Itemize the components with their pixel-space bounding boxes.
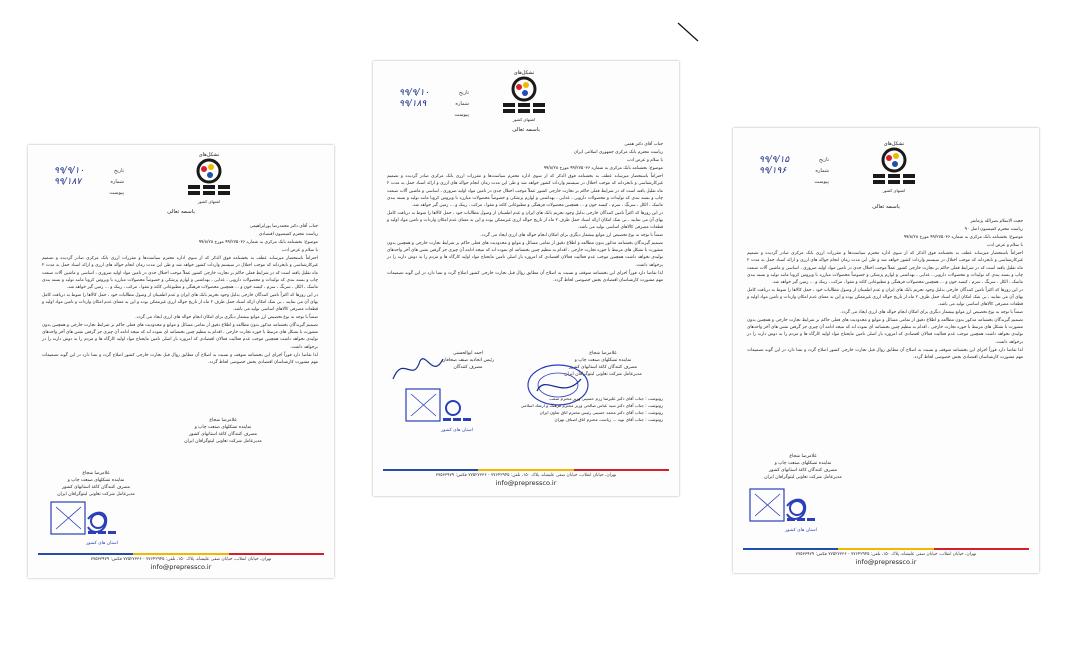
svg-text:تشکل‌های: تشکل‌های (883, 141, 905, 147)
svg-text:تشکل‌های: تشکل‌های (513, 70, 535, 76)
svg-text:اشتهای کشور: اشتهای کشور (197, 199, 221, 204)
signature-block: غلامرضا شجاع نماینده تشکلهای صنعت چاپ و مصرف کنندگان کاغذ استانهای کشور مدیرعامل شرکت تعاونی لیتوگرافان ایران (764, 454, 842, 480)
svg-text:استان های کشور: استان های کشور (785, 528, 817, 533)
letter-footer: تهران، خیابان انقلاب، خیابان صفی علیشاه، پلاک ۱۵۰، تلفن: ۷۷۶۴۲۹۴۵ - ۷۷۵۲۷۳۳۶ فکس: ۷۷۵۳۳۹۷۹ info@prepressco.ir (40, 557, 322, 571)
stamp-icon (48, 499, 130, 549)
svg-text:اشتهای کشور: اشتهای کشور (882, 188, 906, 193)
letter-page-right (733, 128, 1039, 573)
org-logo-icon (178, 149, 240, 207)
signature-block-2: احمد ابوالحسنی رئیس اتحادیه صنف صحافان مصرف کنندگان (441, 351, 495, 370)
letter-footer: تهران، خیابان انقلاب، خیابان صفی علیشاه، پلاک ۱۵۰، تلفن: ۷۷۶۴۲۹۴۵ - ۷۷۵۲۷۳۳۶ فکس: ۷۷۵۳۳۹۷۹ info@prepressco.ir (385, 473, 667, 487)
pen-mark-icon (676, 19, 700, 43)
org-logo (493, 67, 555, 125)
footer-color-bar (38, 553, 324, 555)
org-stamp (747, 486, 829, 536)
footer-email: info@prepressco.ir (495, 479, 557, 487)
org-logo (178, 149, 240, 207)
footer-email: info@prepressco.ir (150, 563, 212, 571)
cc-list: رونوشت : جناب آقای دکتر علیرضا رزم حسینی وزیر محترم صمت رونوشت : جناب آقای دکتر سید عباس صالحی وزیر محترم فرهنگ و ارشاد اسلامی رونوشت : جناب آقای دکتر محمد حسینی رئیس محترم اتاق تعاون ایران رونوشت : جناب آقای نوید ... ریاست محترم اتاق اصناف تهران (520, 396, 663, 422)
letter-body: جناب آقای دکتر محمدرضا پورابراهیمی ریاست محترم کمیسیون اقتصادی موضوع: بخشنامه بانک مرکزی به شماره ۹۹/۲۷۵۰۳۶ مورخ ۹۹/۸/۲۸ با سلام و عرض ادب احتراماً باستحضار میرساند عطف به بخشنامه فوق الذکر که از سوی اداره محترم سیاست‌ها و مقررات ارزی بانک مرکزی صادر گردیده و تصمیم غیرکارشناسی و نابخردانه که موجب اختلال در سیستم واردات کشور خواهد شد و طی این مدت زمان انجام حواله های ارزی و ارائه اسناد حمل به مدت ۲ ماه تقلیل یافته است که در شرایط فعلی حاکم بر تجارت خارجی کشور عملاً موجب اختلال جدی در تامین مواد اولیه ضروری ، اساسی و ماشین آلات صنعت چاپ و بسته بندی که تولیدات و محصولات دارویی ، غذایی ، بهداشتی و لوازم پزشکی و خصوصاً محصولات مبارزه با ویروس کرونا مانند تولید و بسته بندی ماسک ، الکل ، سرنگ ، سرم ، کیسه خون و ... همچنین محصولات فرهنگی و مطبوعاتی کاغذ و مقوا ، مرکب ، زینک و ... زمین گیر خواهد شد. در این روزها که اکثراً تامین کنندگان خارجی بدلیل وجود تحریم بانک های ایران و عدم اطمینان از وصول مطالبات خود ، حمل کالاها را منوط به دریافت کامل بهای آن می نمایند ، بی شک امکان ارائه اسناد حمل ظرف ۲ ماه از تاریخ حواله ارزی غیرممکن بوده و این به معنای عدم امکان واردات و تامین مواد اولیه و قطعات مصرفی کالاهای اساسی تولید می باشد. ضمناً با توجه به نوع تخصیص ارز موانع بیشمار دیگری برای امکان انجام حواله های ارزی ایجاد می گردد. تصمیم گیرندگان بخشنامه مذکور بدون مطالعه و اطلاع دقیق از تمامی مسائل و موانع و محدودیت های فعلی حاکم بر شرایط تجارت خارجی و همچنین بدون مشورت با تشکل های مرتبط با حوزه تجارت خارجی ، اقدام به تنظیم چنین بخشنامه ای نموده اند که نتیجه ادامه آن چیزی جز گرفتن نفس های آخر واحدهای تولیدی نخواهد داشت همچنین موجب عدم فعالیت فعالان اقتصادی که امروزه بار اصلی تامین مایحتاج مواد اولیه کارگاه ها و مردم را به دوش دارند را در برخواهد داشت. لذا تقاضا دارد فوراً اجرای این بخشنامه متوقف و نسبت به اصلاح آن مطابق روال قبل تجارت خارجی کشور اصلاح گردد و تمنا دارد در این گونه تصمیمات مهم مشورت کارشناسان اقتصادی بخش خصوصی لحاظ گردد. (41, 224, 318, 365)
footer-email: info@prepressco.ir (855, 558, 917, 566)
date-value: ۹۹/۹/۱۰ (54, 165, 85, 176)
date-value: ۹۹/۹/۱۰ (399, 87, 430, 98)
date-value: ۹۹/۹/۱۵ (759, 154, 790, 165)
number-value: ۹۹/۱۸۷ (54, 176, 82, 187)
org-logo-icon (863, 138, 925, 196)
letter-meta: تاریخ ۹۹/۹/۱۰ شماره ۹۹/۱۸۹ پیوست (399, 87, 469, 118)
svg-text:اشتهای کشور: اشتهای کشور (512, 117, 536, 122)
letter-meta: تاریخ ۹۹/۹/۱۰ شماره ۹۹/۱۸۷ پیوست (54, 165, 124, 196)
signature-block: غلامرضا شجاع نماینده تشکلهای صنعت چاپ و مصرف کنندگان کاغذ استانهای کشور مدیرعامل شرکت تعاونی لیتوگرافان ایران (564, 351, 642, 377)
org-stamp (48, 499, 130, 549)
signature-icon (388, 349, 448, 389)
letter-subject: موضوع: بخشنامه بانک مرکزی به شماره ۹۹/۲۷۵۰۳۶ مورخ ۹۹/۸/۲۸ (543, 166, 663, 172)
svg-text:استان های کشور: استان های کشور (86, 541, 118, 546)
bismillah: باسمه تعالی (872, 204, 900, 210)
stamp-icon (747, 486, 829, 536)
footer-color-bar (743, 548, 1029, 550)
org-logo (863, 138, 925, 196)
letter-subject: موضوع: بخشنامه بانک مرکزی به شماره ۹۹/۲۷۵۰۳۶ مورخ ۹۹/۸/۲۸ (903, 235, 1023, 241)
signature-scribble (388, 349, 448, 389)
letter-footer: تهران، خیابان انقلاب، خیابان صفی علیشاه، پلاک ۱۵۰، تلفن: ۷۷۶۴۲۹۴۵ - ۷۷۵۲۷۳۳۶ فکس: ۷۷۵۳۳۹۷۹ info@prepressco.ir (745, 552, 1027, 566)
number-value: ۹۹/۱۹۶ (759, 165, 787, 176)
org-logo-icon (493, 67, 555, 125)
letter-page-center (373, 61, 679, 496)
letter-meta: تاریخ ۹۹/۹/۱۵ شماره ۹۹/۱۹۶ پیوست (759, 154, 829, 185)
org-stamp (403, 386, 485, 436)
letter-page-left (28, 145, 334, 578)
bismillah: باسمه تعالی (167, 209, 195, 215)
letter-body: حجت الاسلام نصرالله پژمانفر ریاست محترم کمیسیون اصل ۹۰ موضوع: بخشنامه بانک مرکزی به شماره ۹۹/۲۷۵۰۳۶ مورخ ۹۹/۸/۲۸ با سلام و عرض ادب احتراماً باستحضار میرساند عطف به بخشنامه فوق الذکر که از سوی اداره محترم سیاست‌ها و مقررات ارزی بانک مرکزی صادر گردیده و تصمیم غیرکارشناسی و نابخردانه که موجب اختلال در سیستم واردات کشور خواهد شد و طی این مدت زمان انجام حواله های ارزی و ارائه اسناد حمل به مدت ۲ ماه تقلیل یافته است که در شرایط فعلی حاکم بر تجارت خارجی کشور عملاً موجب اختلال جدی در تامین مواد اولیه ضروری ، اساسی و ماشین آلات صنعت چاپ و بسته بندی که تولیدات و محصولات دارویی ، غذایی ، بهداشتی و لوازم پزشکی و خصوصاً محصولات مبارزه با ویروس کرونا مانند تولید و بسته بندی ماسک ، الکل ، سرنگ ، سرم ، کیسه خون و ... همچنین محصولات فرهنگی و مطبوعاتی کاغذ و مقوا ، مرکب ، زینک و ... زمین گیر خواهد شد. در این روزها که اکثراً تامین کنندگان خارجی بدلیل وجود تحریم بانک های ایران و عدم اطمینان از وصول مطالبات خود ، حمل کالاها را منوط به دریافت کامل بهای آن می نمایند ، بی شک امکان ارائه اسناد حمل ظرف ۲ ماه از تاریخ حواله ارزی غیرممکن بوده و این به معنای عدم امکان واردات و تامین مواد اولیه و قطعات مصرفی کالاهای اساسی تولید می باشد. ضمناً با توجه به نوع تخصیص ارز موانع بیشمار دیگری برای امکان انجام حواله های ارزی ایجاد می گردد. تصمیم گیرندگان بخشنامه مذکور بدون مطالعه و اطلاع دقیق از تمامی مسائل و موانع و محدودیت های فعلی حاکم بر شرایط تجارت خارجی و همچنین بدون مشورت با تشکل های مرتبط با حوزه تجارت خارجی ، اقدام به تنظیم چنین بخشنامه ای نموده اند که نتیجه ادامه آن چیزی جز گرفتن نفس های آخر واحدهای تولیدی نخواهد داشت همچنین موجب عدم فعالیت فعالان اقتصادی که امروزه بار اصلی تامین مایحتاج مواد اولیه کارگاه ها و مردم را به دوش دارند را در برخواهد داشت. لذا تقاضا دارد فوراً اجرای این بخشنامه متوقف و نسبت به اصلاح آن مطابق روال قبل تجارت خارجی کشور اصلاح گردد و تمنا دارد در این گونه تصمیمات مهم مشورت کارشناسان اقتصادی بخش خصوصی لحاظ گردد. (746, 219, 1023, 360)
bismillah: باسمه تعالی (512, 127, 540, 133)
svg-text:تشکل‌های: تشکل‌های (198, 152, 220, 158)
stamp-icon (403, 386, 485, 436)
signature-block-2: غلامرضا شجاع نماینده تشکلهای صنعت چاپ و مصرف کنندگان کاغذ استانهای کشور مدیرعامل شرکت تعاونی لیتوگرافان ایران (57, 471, 135, 497)
letter-body: جناب آقای دکتر همتی ریاست محترم بانک مرکزی جمهوری اسلامی ایران با سلام و عرض ادب موضوع: بخشنامه بانک مرکزی به شماره ۹۹/۲۷۵۰۳۶ مورخ ۹۹/۸/۲۸ احتراماً باستحضار میرساند عطف به بخشنامه فوق الذکر که از سوی اداره محترم سیاست‌ها و مقررات ارزی بانک مرکزی صادر گردیده و تصمیم غیرکارشناسی و نابخردانه که موجب اختلال در سیستم واردات کشور خواهد شد و طی این مدت زمان انجام حواله های ارزی و ارائه اسناد حمل به مدت ۲ ماه تقلیل یافته است که در شرایط فعلی حاکم بر تجارت خارجی کشور عملاً موجب اختلال جدی در تامین مواد اولیه ضروری ، اساسی و ماشین آلات صنعت چاپ و بسته بندی که تولیدات و محصولات دارویی ، غذایی ، بهداشتی و لوازم پزشکی و خصوصاً محصولات مبارزه با ویروس کرونا مانند تولید و بسته بندی ماسک ، الکل ، سرنگ ، سرم ، کیسه خون و ... همچنین محصولات فرهنگی و مطبوعاتی کاغذ و مقوا ، مرکب ، زینک و ... زمین گیر خواهد شد. در این روزها که اکثراً تامین کنندگان خارجی بدلیل وجود تحریم بانک های ایران و عدم اطمینان از وصول مطالبات خود ، حمل کالاها را منوط به دریافت کامل بهای آن می نمایند ، بی شک امکان ارائه اسناد حمل ظرف ۲ ماه از تاریخ حواله ارزی غیرممکن بوده و این به معنای عدم امکان واردات و تامین مواد اولیه و قطعات مصرفی کالاهای اساسی تولید می باشد. ضمناً با توجه به نوع تخصیص ارز موانع بیشمار دیگری برای امکان انجام حواله های ارزی ایجاد می گردد. تصمیم گیرندگان بخشنامه مذکور بدون مطالعه و اطلاع دقیق از تمامی مسائل و موانع و محدودیت های فعلی حاکم بر شرایط تجارت خارجی و همچنین بدون مشورت با تشکل های مرتبط با حوزه تجارت خارجی ، اقدام به تنظیم چنین بخشنامه ای نموده اند که نتیجه ادامه آن چیزی جز گرفتن نفس های آخر واحدهای تولیدی نخواهد داشت همچنین موجب عدم فعالیت فعالان اقتصادی که امروزه بار اصلی تامین مایحتاج مواد اولیه کارگاه ها و مردم را به دوش دارند را در برخواهد داشت. لذا تقاضا دارد فوراً اجرای این بخشنامه متوقف و نسبت به اصلاح آن مطابق روال قبل تجارت خارجی کشور اصلاح گردد و تمنا دارد در این گونه تصمیمات مهم مشورت کارشناسان اقتصادی بخش خصوصی لحاظ گردد. (386, 142, 663, 283)
signature-block: غلامرضا شجاع نماینده تشکلهای صنعت چاپ و مصرف کنندگان کاغذ استانهای کشور مدیرعامل شرکت تعاونی لیتوگرافان ایران (184, 418, 262, 444)
svg-text:استان های کشور: استان های کشور (441, 428, 473, 433)
number-value: ۹۹/۱۸۹ (399, 98, 427, 109)
footer-color-bar (383, 469, 669, 471)
letter-subject: موضوع: بخشنامه بانک مرکزی به شماره ۹۹/۲۷۵۰۳۶ مورخ ۹۹/۸/۲۸ (198, 240, 318, 246)
